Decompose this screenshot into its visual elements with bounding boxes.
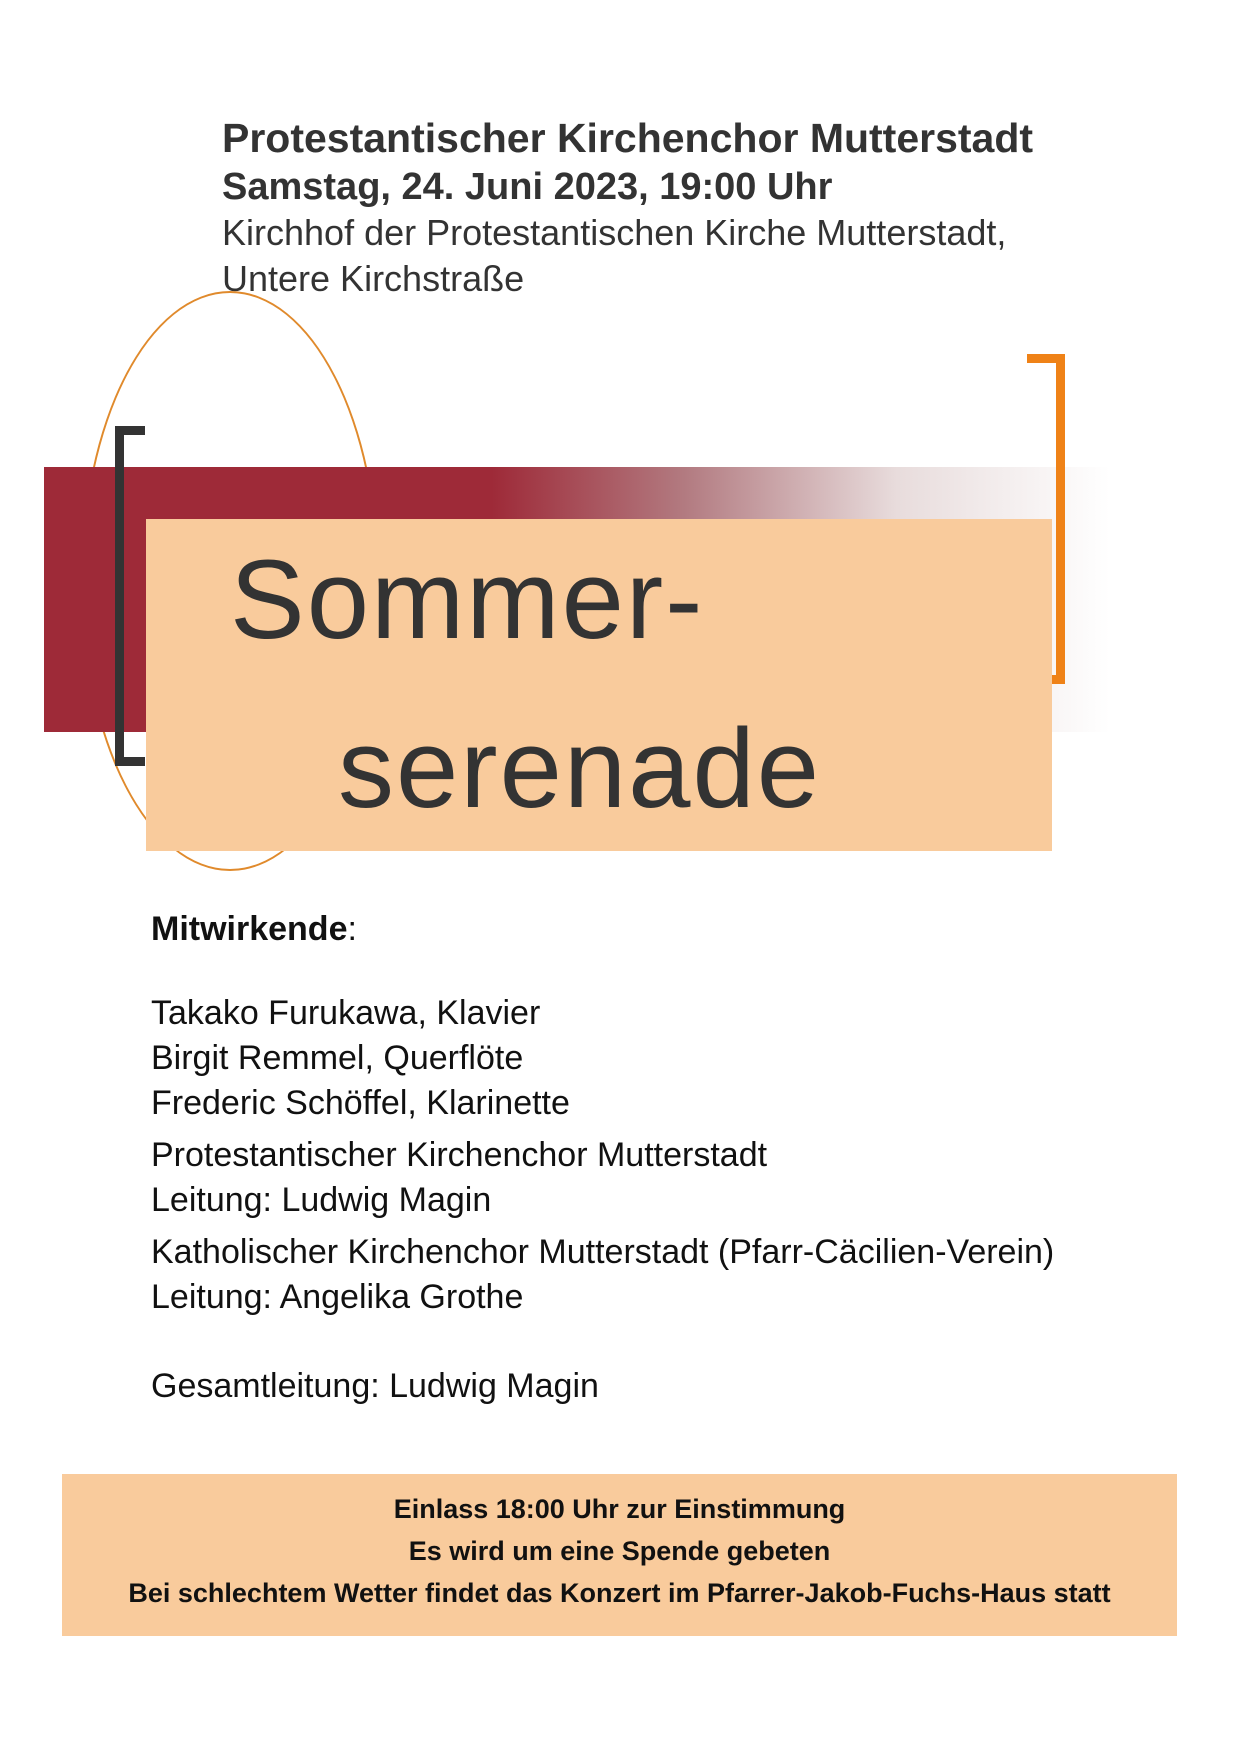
performers-heading-label: Mitwirkende: [151, 910, 348, 948]
event-location-line1: Kirchhof der Protestantischen Kirche Mutterstadt,: [222, 212, 1007, 253]
event-location-line2: Untere Kirchstraße: [222, 258, 525, 299]
event-header: [222, 112, 1182, 302]
info-footer: [62, 1474, 1177, 1636]
decorative-left-bracket: [115, 426, 145, 766]
event-datetime: Samstag, 24. Juni 2023, 19:00 Uhr: [222, 166, 833, 208]
performers-heading: [151, 905, 1211, 953]
performer-item: Leitung: Angelika Grothe: [151, 1278, 524, 1316]
performer-item: Leitung: Ludwig Magin: [151, 1181, 492, 1219]
performers-list: [151, 991, 1211, 1409]
donation-note: Es wird um eine Spende gebeten: [408, 1536, 831, 1566]
performer-item: Takako Furukawa, Klavier: [151, 994, 541, 1032]
weather-note: Bei schlechtem Wetter findet das Konzert im Pfarrer-Jakob-Fuchs-Haus statt: [128, 1578, 1111, 1608]
title-line-1: Sommer-: [230, 537, 705, 662]
spacer: [151, 1223, 1211, 1230]
overall-direction: Gesamtleitung: Ludwig Magin: [151, 1367, 599, 1405]
spacer: [151, 1126, 1211, 1133]
performer-item: Birgit Remmel, Querflöte: [151, 1039, 524, 1077]
admission-note: Einlass 18:00 Uhr zur Einstimmung: [393, 1494, 846, 1524]
performers-section: [151, 905, 1211, 1409]
performer-item: Frederic Schöffel, Klarinette: [151, 1084, 570, 1122]
title-line-2: serenade: [338, 706, 822, 831]
performer-item: Katholischer Kirchenchor Mutterstadt (Pfarr-Cäcilien-Verein): [151, 1233, 1055, 1271]
spacer: [151, 1320, 1211, 1364]
organization-name: Protestantischer Kirchenchor Mutterstadt: [222, 115, 1034, 161]
title-panel: [146, 519, 1052, 851]
performers-heading-colon: :: [347, 910, 357, 948]
performer-item: Protestantischer Kirchenchor Mutterstadt: [151, 1136, 768, 1174]
